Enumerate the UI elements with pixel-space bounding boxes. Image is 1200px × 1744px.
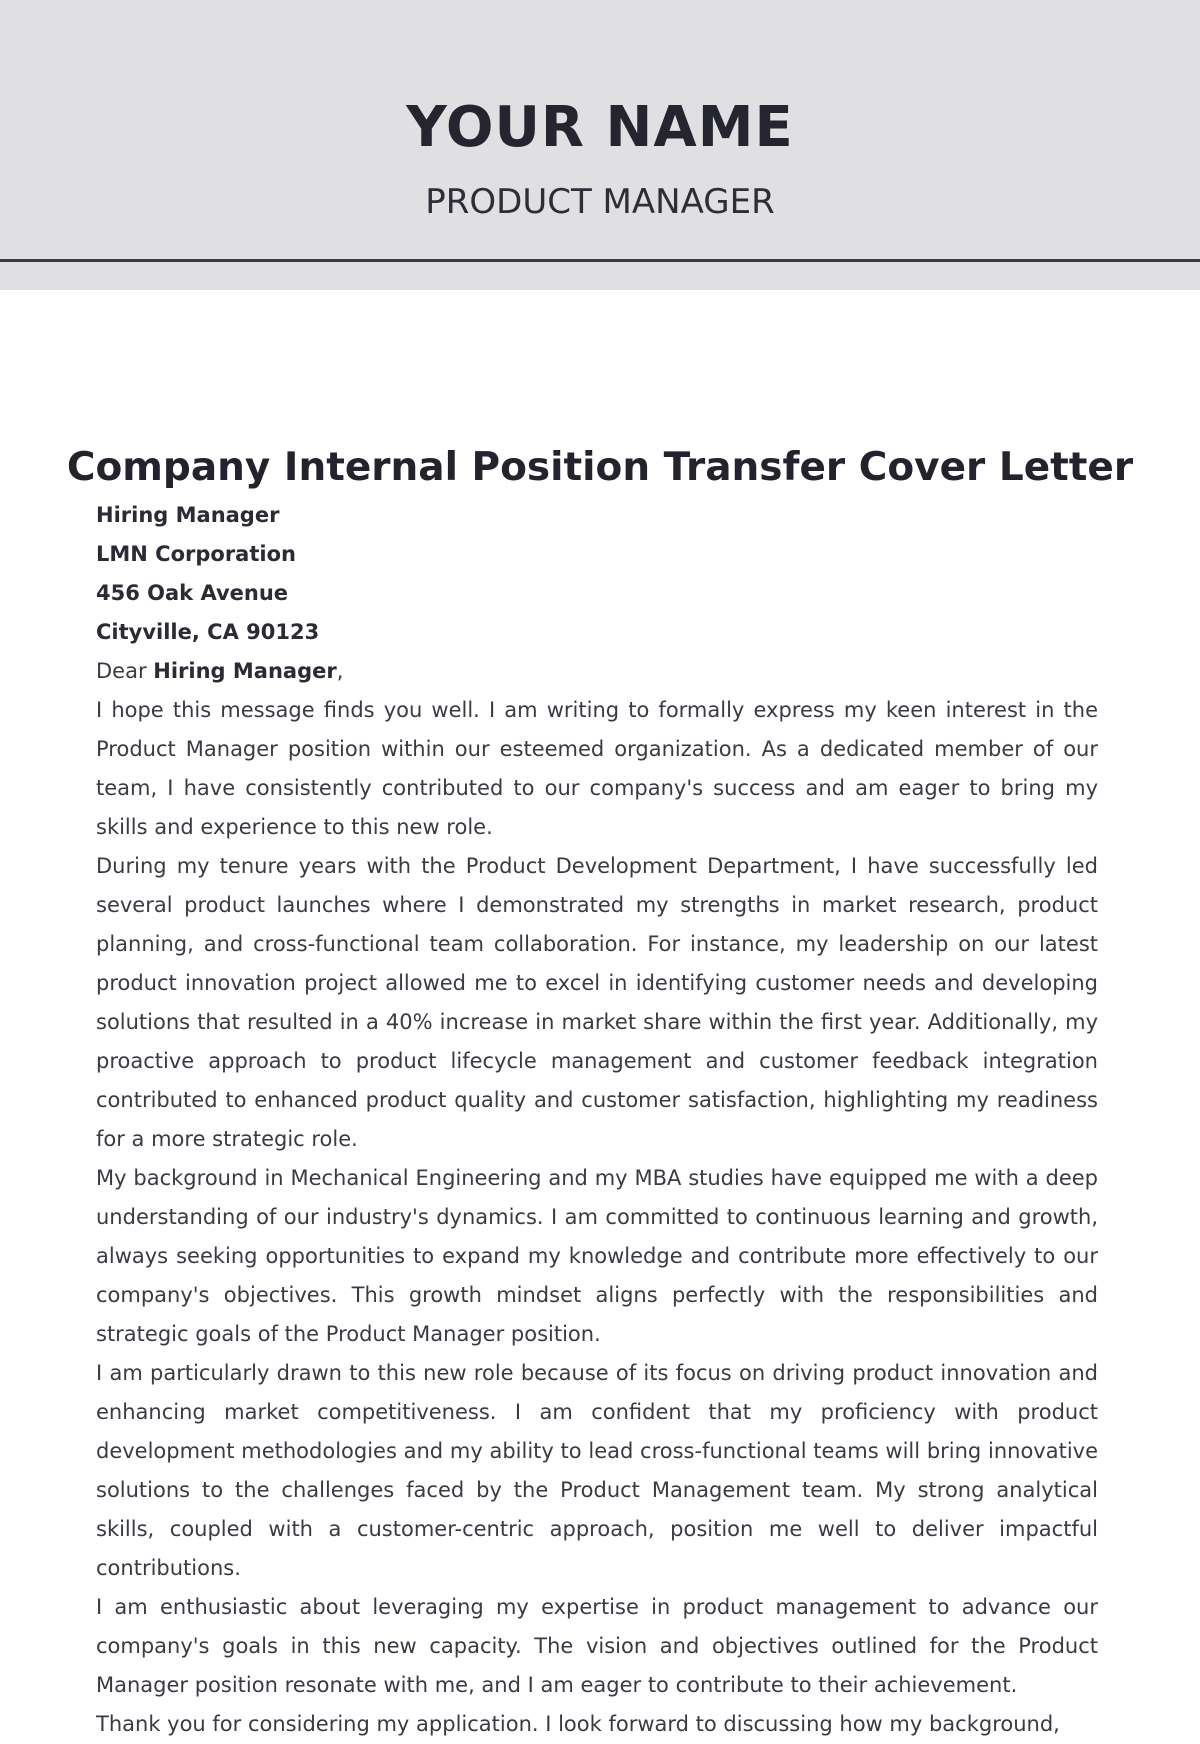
paragraph-intro: I hope this message finds you well. I am writing to formally express my keen interest in the Product Manager position within our esteemed organization. As a dedicated member of our team, I have consistently contributed to our company's success and am eager to bring my skills and experience to this new role. bbox=[96, 698, 1098, 839]
paragraph-motivation: I am particularly drawn to this new role because of its focus on driving product innovation and enhancing market competitiveness. I am confident that my proficiency with product development methodologies and my ability to lead cross-functional teams will bring innovative solutions to the challenges faced by the Product Management team. My strong analytical skills, coupled with a customer-centric approach, position me well to deliver impactful contributions. bbox=[96, 1361, 1098, 1580]
address-line-recipient: Hiring Manager bbox=[96, 503, 280, 527]
letter-title: Company Internal Position Transfer Cover Letter bbox=[66, 445, 1134, 490]
salutation-prefix: Dear bbox=[96, 659, 154, 683]
header-divider bbox=[0, 259, 1200, 262]
paragraph-closing: Thank you for considering my application. I look forward to discussing how my background, bbox=[96, 1712, 1060, 1736]
applicant-role: PRODUCT MANAGER bbox=[425, 182, 775, 222]
paragraph-experience: During my tenure years with the Product Development Department, I have successfully led several product launches where I demonstrated my strengths in market research, product planning, and cross-functional team collaboration. For instance, my leadership on our latest product innovation project allowed me to excel in identifying customer needs and developing solutions that resulted in a 40% increase in market share within the first year. Additionally, my proactive approach to product lifecycle management and customer feedback integration contributed to enhanced product quality and customer satisfaction, highlighting my readiness for a more strategic role. bbox=[96, 854, 1098, 1151]
applicant-name: YOUR NAME bbox=[406, 95, 794, 160]
salutation-suffix: , bbox=[336, 659, 344, 683]
address-line-company: LMN Corporation bbox=[96, 542, 296, 566]
salutation-recipient: Hiring Manager bbox=[153, 659, 337, 683]
letter-body bbox=[96, 496, 1098, 1744]
paragraph-enthusiasm: I am enthusiastic about leveraging my expertise in product management to advance our company's goals in this new capacity. The vision and objectives outlined for the Product Manager position resonate with me, and I am eager to contribute to their achievement. bbox=[96, 1595, 1098, 1697]
address-line-street: 456 Oak Avenue bbox=[96, 581, 289, 605]
paragraph-background: My background in Mechanical Engineering and my MBA studies have equipped me with a deep understanding of our industry's dynamics. I am committed to continuous learning and growth, always seeking opportunities to expand my knowledge and contribute more effectively to our company's objectives. This growth mindset aligns perfectly with the responsibilities and strategic goals of the Product Manager position. bbox=[96, 1166, 1098, 1346]
address-line-city: Cityville, CA 90123 bbox=[96, 620, 320, 644]
salutation bbox=[96, 652, 1098, 691]
